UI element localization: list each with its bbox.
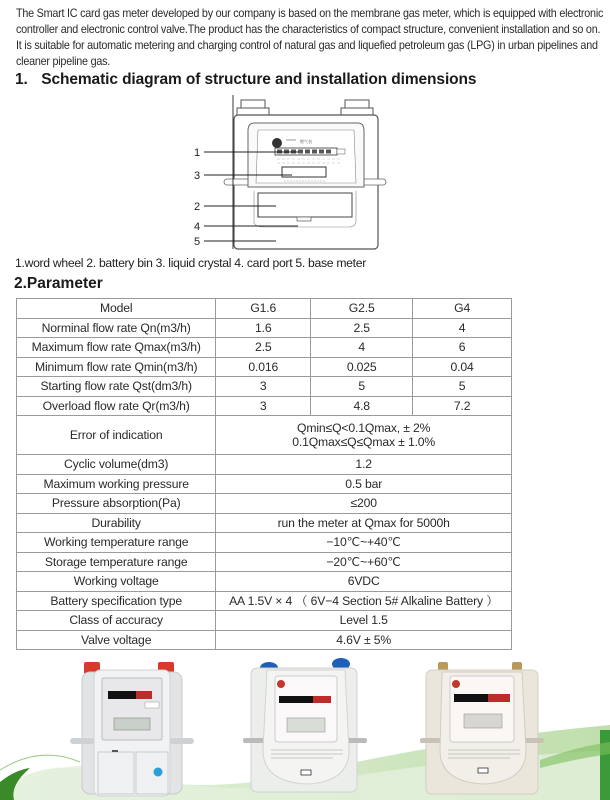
- callout-4: 4: [194, 221, 201, 233]
- row-value-merged: run the meter at Qmax for 5000h: [216, 513, 512, 533]
- table-row: [17, 318, 512, 338]
- gas-meter-photo-brass: [420, 654, 545, 798]
- table-row: [17, 533, 512, 553]
- header-cell-model: Model: [17, 299, 216, 319]
- row-label: Pressure absorption(Pa): [17, 494, 216, 514]
- table-row-error-of-indication: [17, 416, 512, 455]
- row-value-merged: AA 1.5V × 4 （ 6V−4 Section 5# Alkaline Battery ）: [216, 591, 512, 611]
- table-header-row: [17, 299, 512, 319]
- gas-meter-schematic-icon: [180, 95, 420, 255]
- row-label: Battery specification type: [17, 591, 216, 611]
- row-label: Cyclic volume(dm3): [17, 455, 216, 475]
- row-value-merged: 0.5 bar: [216, 474, 512, 494]
- row-value-merged: 4.6V ± 5%: [216, 630, 512, 650]
- schematic-diagram: [180, 95, 420, 255]
- header-cell-g2-5: G2.5: [311, 299, 413, 319]
- table-row: [17, 494, 512, 514]
- row-value-g1-6: 3: [216, 377, 311, 397]
- row-label: Class of accuracy: [17, 611, 216, 631]
- header-cell-g4: G4: [413, 299, 512, 319]
- row-value-merged: 6VDC: [216, 572, 512, 592]
- section-1-title: Schematic diagram of structure and installation dimensions: [41, 71, 477, 88]
- gas-meter-photo-red: [70, 654, 195, 798]
- table-row: [17, 338, 512, 358]
- row-value-g4: 4: [413, 318, 512, 338]
- svg-text:燃气表: 燃气表: [300, 139, 312, 144]
- row-value-g2-5: 4: [311, 338, 413, 358]
- section-1-number: 1.: [15, 71, 28, 88]
- row-label: Error of indication: [17, 416, 216, 455]
- row-label: Storage temperature range: [17, 552, 216, 572]
- table-row: [17, 396, 512, 416]
- row-label: Overload flow rate Qr(m3/h): [17, 396, 216, 416]
- table-row: [17, 552, 512, 572]
- row-label: Valve voltage: [17, 630, 216, 650]
- row-value-g4: 5: [413, 377, 512, 397]
- row-value-g2-5: 2.5: [311, 318, 413, 338]
- intro-paragraph: The Smart IC card gas meter developed by our company is based on the membrane gas meter, which is equipped with electronic controller and electronic control valve.The product has the characteristics of compact structure, convenient installation and so on. It is suitable for automatic metering and charging control of natural gas and liquefied petroleum gas (LPG) in urban pipelines and cleaner pipeline gas.: [16, 7, 604, 68]
- table-row: [17, 455, 512, 475]
- callout-3: 3: [194, 170, 201, 182]
- table-row: [17, 591, 512, 611]
- header-cell-g1-6: G1.6: [216, 299, 311, 319]
- row-value-g4: 6: [413, 338, 512, 358]
- row-value-g4: 7.2: [413, 396, 512, 416]
- row-label: Working temperature range: [17, 533, 216, 553]
- row-value-g1-6: 1.6: [216, 318, 311, 338]
- row-value-g2-5: 0.025: [311, 357, 413, 377]
- row-value-merged: ≤200: [216, 494, 512, 514]
- section-1-heading: [15, 71, 476, 89]
- callout-1: 1: [194, 147, 201, 159]
- table-row: [17, 377, 512, 397]
- row-value-g1-6: 2.5: [216, 338, 311, 358]
- row-value-merged: 1.2: [216, 455, 512, 475]
- row-value-merged: −10℃~+40℃: [216, 533, 512, 553]
- row-value-merged: −20℃~+60℃: [216, 552, 512, 572]
- product-photos: [0, 650, 610, 800]
- table-row: [17, 357, 512, 377]
- row-label: Starting flow rate Qst(dm3/h): [17, 377, 216, 397]
- row-value-g4: 0.04: [413, 357, 512, 377]
- table-row: [17, 630, 512, 650]
- row-value-g2-5: 5: [311, 377, 413, 397]
- parameter-table: [16, 298, 512, 650]
- row-value-g1-6: 3: [216, 396, 311, 416]
- row-label: Maximum flow rate Qmax(m3/h): [17, 338, 216, 358]
- error-line-2: 0.1Qmax≤Q≤Qmax ± 1.0%: [292, 435, 436, 449]
- table-row: [17, 513, 512, 533]
- row-value-g1-6: 0.016: [216, 357, 311, 377]
- row-value-g2-5: 4.8: [311, 396, 413, 416]
- error-line-1: Qmin≤Q<0.1Qmax, ± 2%: [297, 421, 431, 435]
- row-value-merged: [216, 416, 512, 455]
- table-row: [17, 611, 512, 631]
- row-label: Durability: [17, 513, 216, 533]
- row-label: Minimum flow rate Qmin(m3/h): [17, 357, 216, 377]
- diagram-legend: 1.word wheel 2. battery bin 3. liquid crystal 4. card port 5. base meter: [15, 256, 366, 270]
- table-row: [17, 474, 512, 494]
- table-row: [17, 572, 512, 592]
- callout-2: 2: [194, 201, 201, 213]
- row-label: Working voltage: [17, 572, 216, 592]
- row-label: Norminal flow rate Qn(m3/h): [17, 318, 216, 338]
- callout-5: 5: [194, 236, 201, 248]
- row-label: Maximum working pressure: [17, 474, 216, 494]
- gas-meter-photo-blue: [243, 654, 368, 798]
- svg-text:XXXXX: XXXXX: [286, 138, 297, 142]
- section-2-heading: 2.Parameter: [14, 275, 103, 292]
- row-value-merged: Level 1.5: [216, 611, 512, 631]
